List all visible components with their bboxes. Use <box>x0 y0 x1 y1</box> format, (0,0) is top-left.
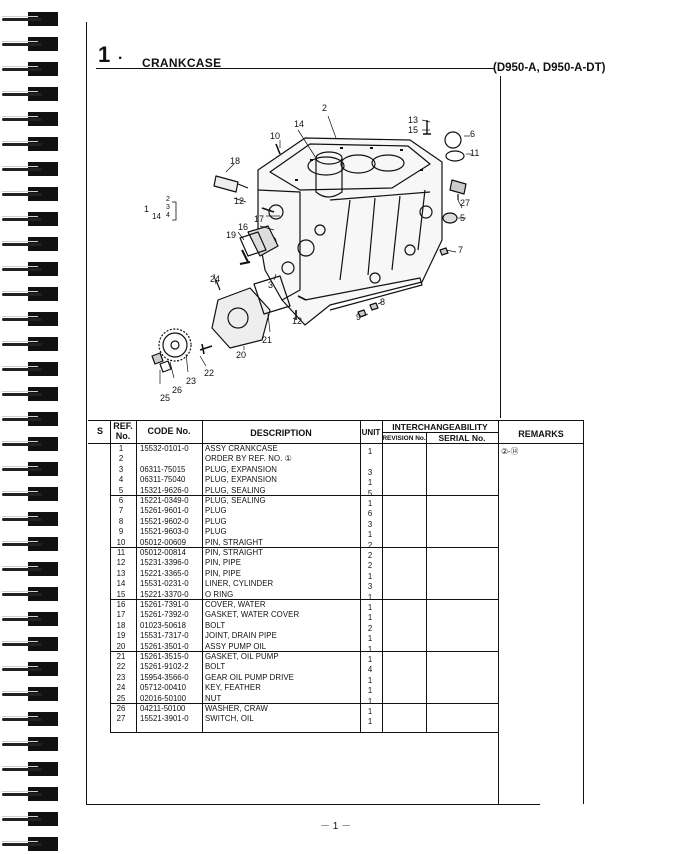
row-code: 15521-9603-0 <box>140 527 189 537</box>
header-code: CODE No. <box>147 426 191 436</box>
binding-coil <box>2 687 58 701</box>
row-ref: 1 <box>118 444 124 453</box>
row-ref: 13 <box>116 568 126 578</box>
callout-17: 17 <box>254 214 265 224</box>
header-description: DESCRIPTION <box>250 428 312 438</box>
table-row <box>88 704 584 714</box>
row-ref: 8 <box>118 516 124 526</box>
section-title: CRANKCASE <box>142 56 222 70</box>
row-ref: 7 <box>118 506 124 516</box>
callout-20: 20 <box>236 350 247 360</box>
row-ref: 5 <box>118 485 124 495</box>
row-code: 15221-3370-0 <box>140 589 189 599</box>
row-ref: 21 <box>116 652 126 661</box>
binding-coil <box>2 237 58 251</box>
binding-coil <box>2 412 58 426</box>
row-unit: 1 <box>367 592 373 602</box>
row-code: 15521-3901-0 <box>140 714 189 724</box>
row-description: LINER, CYLINDER <box>205 579 274 589</box>
row-code: 15521-9602-0 <box>140 516 189 526</box>
row-description: PIN, STRAIGHT <box>205 548 264 557</box>
row-code: 15261-7392-0 <box>140 610 189 620</box>
row-ref: 11 <box>116 548 126 557</box>
binding-coil <box>2 637 58 651</box>
row-unit: 1 <box>367 634 373 644</box>
row-unit: 1 <box>367 686 373 696</box>
row-unit: 1 <box>367 675 373 685</box>
row-description: PLUG, EXPANSION <box>205 464 277 474</box>
row-description: PLUG, SEALING <box>205 485 266 495</box>
table-row <box>88 538 584 548</box>
row-description: WASHER, CRAW <box>205 704 268 713</box>
table-row <box>88 517 584 527</box>
binding-coil <box>2 837 58 851</box>
row-code: 15221-3365-0 <box>140 568 189 578</box>
spiral-binding <box>0 0 60 854</box>
row-code: 15261-7391-0 <box>140 600 189 609</box>
binding-coil <box>2 587 58 601</box>
table-row <box>88 465 584 475</box>
callout-6: 6 <box>470 129 476 139</box>
page-number: － 1 － <box>320 821 352 832</box>
table-row <box>88 642 584 652</box>
callout-12b: 12 <box>292 316 303 326</box>
callout-14b: 14 <box>152 212 161 221</box>
row-description: PIN, PIPE <box>205 558 241 568</box>
row-description: PIN, PIPE <box>205 568 241 578</box>
row-ref: 3 <box>118 464 124 474</box>
callout-10: 10 <box>270 131 281 141</box>
table-row <box>88 506 584 519</box>
callout-13: 13 <box>408 115 419 125</box>
row-description: ASSY CRANKCASE <box>205 444 278 453</box>
binding-coil <box>2 112 58 126</box>
callout-26: 26 <box>172 385 183 395</box>
row-ref: 2 <box>118 454 124 464</box>
callout-24: 24 <box>210 274 221 284</box>
binding-coil <box>2 262 58 276</box>
row-description: PIN, STRAIGHT <box>205 537 264 547</box>
table-row <box>88 683 584 696</box>
row-ref: 14 <box>116 579 126 589</box>
row-description: PLUG, EXPANSION <box>205 475 277 485</box>
row-unit: 1 <box>367 707 373 716</box>
callout-27: 27 <box>460 198 471 208</box>
row-ref: 10 <box>116 537 126 547</box>
binding-coil <box>2 537 58 551</box>
table-row <box>88 652 584 662</box>
header-unit: UNIT <box>361 428 381 437</box>
row-unit: 1 <box>367 571 373 581</box>
header-revision: REVISION No. <box>382 435 426 442</box>
callout-layer <box>130 100 490 410</box>
model-label: (D950-A, D950-A-DT) <box>493 62 606 74</box>
table-row <box>88 527 584 540</box>
row-code: 05012-00814 <box>140 548 186 557</box>
binding-coil <box>2 87 58 101</box>
table-row <box>88 621 584 631</box>
binding-coil <box>2 287 58 301</box>
row-description: COVER, WATER <box>205 600 266 609</box>
callout-9: 9 <box>356 312 362 322</box>
row-code: 15261-9601-0 <box>140 506 189 516</box>
row-code: 15231-3396-0 <box>140 558 189 568</box>
binding-coil <box>2 787 58 801</box>
table-row <box>88 631 584 644</box>
row-code: 06311-75040 <box>140 475 186 485</box>
callout-7: 7 <box>458 245 464 255</box>
callout-14: 14 <box>294 119 305 129</box>
binding-coil <box>2 137 58 151</box>
table-row <box>88 590 584 600</box>
table-row <box>88 496 584 506</box>
row-ref: 9 <box>118 527 124 537</box>
row-ref: 19 <box>116 631 126 641</box>
binding-coil <box>2 712 58 726</box>
table-row <box>88 569 584 579</box>
row-description: SWITCH, OIL <box>205 714 254 724</box>
binding-coil <box>2 362 58 376</box>
callout-23: 23 <box>186 376 197 386</box>
row-code: 05012-00609 <box>140 537 186 547</box>
table-row <box>88 558 584 571</box>
row-code: 15531-7317-0 <box>140 631 189 641</box>
row-ref: 27 <box>116 714 126 724</box>
group-separator <box>110 732 498 733</box>
row-ref: 26 <box>116 704 126 713</box>
row-code: 01023-50618 <box>140 620 186 630</box>
header-s: S <box>96 426 103 436</box>
row-description: NUT <box>205 693 222 703</box>
row-unit: 1 <box>367 530 373 540</box>
binding-coil <box>2 737 58 751</box>
row-unit: 2 <box>367 561 373 571</box>
binding-coil <box>2 662 58 676</box>
callout-16: 16 <box>238 222 249 232</box>
binding-coil <box>2 562 58 576</box>
row-ref: 22 <box>116 662 126 672</box>
section-number: 1 <box>98 42 111 67</box>
diagram-right-border <box>500 76 501 418</box>
row-description: JOINT, DRAIN PIPE <box>205 631 277 641</box>
row-unit: 2 <box>367 623 373 633</box>
binding-coil <box>2 62 58 76</box>
binding-coil <box>2 337 58 351</box>
table-row <box>88 454 584 464</box>
row-ref: 6 <box>118 496 124 505</box>
row-ref: 16 <box>116 600 126 609</box>
callout-22: 22 <box>204 368 215 378</box>
row-code: 02016-50100 <box>140 693 186 703</box>
row-description: O RING <box>205 589 234 599</box>
row-unit: 1 <box>367 478 373 488</box>
row-unit: 5 <box>367 488 373 498</box>
row-code: 04211-50100 <box>140 704 186 713</box>
callout-2: 2 <box>322 103 328 113</box>
binding-coil <box>2 512 58 526</box>
page-bottom-border <box>86 804 540 805</box>
section-dot: . <box>118 46 123 63</box>
row-code: 15261-9102-2 <box>140 662 189 672</box>
binding-coil <box>2 612 58 626</box>
header-ref-line2: No. <box>115 431 131 441</box>
row-code: 15954-3566-0 <box>140 672 189 682</box>
table-row <box>88 662 584 675</box>
binding-coil <box>2 187 58 201</box>
row-code: 05712-00410 <box>140 683 186 693</box>
callout-8: 8 <box>380 297 386 307</box>
row-unit: 3 <box>367 519 373 529</box>
row-code: 06311-75015 <box>140 464 186 474</box>
callout-21: 21 <box>262 335 273 345</box>
row-ref: 23 <box>116 672 126 682</box>
table-top-border <box>88 420 584 421</box>
binding-coil <box>2 487 58 501</box>
callout-3: 3 <box>268 280 274 290</box>
row-unit: 1 <box>367 644 373 654</box>
row-ref: 17 <box>116 610 126 620</box>
row-description: ORDER BY REF. NO. ① <box>205 454 292 464</box>
callout-15: 15 <box>408 125 419 135</box>
row-unit: 1 <box>367 655 373 664</box>
binding-coil <box>2 37 58 51</box>
row-unit: 1 <box>367 603 373 612</box>
row-code: 15532-0101-0 <box>140 444 189 453</box>
row-description: BOLT <box>205 662 226 672</box>
row-description: GASKET, OIL PUMP <box>205 652 279 661</box>
row-description: GEAR OIL PUMP DRIVE <box>205 672 294 682</box>
binding-coil <box>2 12 58 26</box>
table-row <box>88 486 584 496</box>
callout-25: 25 <box>160 393 171 403</box>
row-code: 15261-3501-0 <box>140 641 189 651</box>
page-left-border <box>86 22 87 804</box>
row-unit: 1 <box>367 499 373 508</box>
table-row <box>88 673 584 683</box>
row-unit: 4 <box>367 665 373 675</box>
row-description: GASKET, WATER COVER <box>205 610 300 620</box>
callout-1: 1 <box>144 204 150 214</box>
row-ref: 12 <box>116 558 126 568</box>
bracket-3: 3 <box>166 204 170 211</box>
binding-coil <box>2 437 58 451</box>
header-serial: SERIAL No. <box>438 433 486 443</box>
row-unit: 2 <box>367 540 373 550</box>
bracket-4: 4 <box>166 212 170 219</box>
table-row <box>88 610 584 623</box>
binding-coil <box>2 162 58 176</box>
row-ref: 24 <box>116 683 126 693</box>
row-remarks: ②-⑭ <box>501 447 519 456</box>
table-row <box>88 714 584 727</box>
row-description: PLUG <box>205 527 227 537</box>
callout-12a: 12 <box>234 196 245 206</box>
row-unit: 3 <box>367 582 373 592</box>
row-ref: 20 <box>116 641 126 651</box>
row-ref: 15 <box>116 589 126 599</box>
callout-19: 18 <box>230 156 241 166</box>
binding-coil <box>2 387 58 401</box>
table-row <box>88 600 584 610</box>
table-row <box>88 475 584 488</box>
header-ref-line1: REF. <box>113 421 133 431</box>
table-row <box>88 579 584 592</box>
bracket-2: 2 <box>166 196 170 203</box>
binding-coil <box>2 462 58 476</box>
row-description: BOLT <box>205 620 226 630</box>
row-unit: 1 <box>367 696 373 706</box>
callout-5: 5 <box>460 213 466 223</box>
row-unit: 2 <box>367 551 373 560</box>
header-interchangeability: INTERCHANGEABILITY <box>392 422 488 432</box>
table-row <box>88 548 584 558</box>
header-remarks: REMARKS <box>518 429 564 439</box>
row-unit: 1 <box>367 717 373 727</box>
callout-11: 11 <box>470 148 480 158</box>
binding-coil <box>2 312 58 326</box>
binding-coil <box>2 212 58 226</box>
row-unit: 6 <box>367 509 373 519</box>
row-ref: 18 <box>116 620 126 630</box>
binding-coil <box>2 812 58 826</box>
row-ref: 4 <box>118 475 124 485</box>
binding-coil <box>2 762 58 776</box>
row-ref: 25 <box>116 693 126 703</box>
row-code: 15261-3515-0 <box>140 652 189 661</box>
table-row <box>88 444 584 454</box>
row-code: 15221-0349-0 <box>140 496 189 505</box>
row-description: PLUG, SEALING <box>205 496 266 505</box>
row-description: ASSY PUMP OIL <box>205 641 267 651</box>
row-description: PLUG <box>205 516 227 526</box>
callout-18: 19 <box>226 230 237 240</box>
row-code: 15321-9626-0 <box>140 485 189 495</box>
row-description: KEY, FEATHER <box>205 683 261 693</box>
row-description: PLUG <box>205 506 227 516</box>
table-row <box>88 694 584 704</box>
row-unit: 1 <box>367 613 373 623</box>
row-unit: 3 <box>367 467 373 477</box>
row-code: 15531-0231-0 <box>140 579 189 589</box>
row-unit: 1 <box>367 447 373 456</box>
